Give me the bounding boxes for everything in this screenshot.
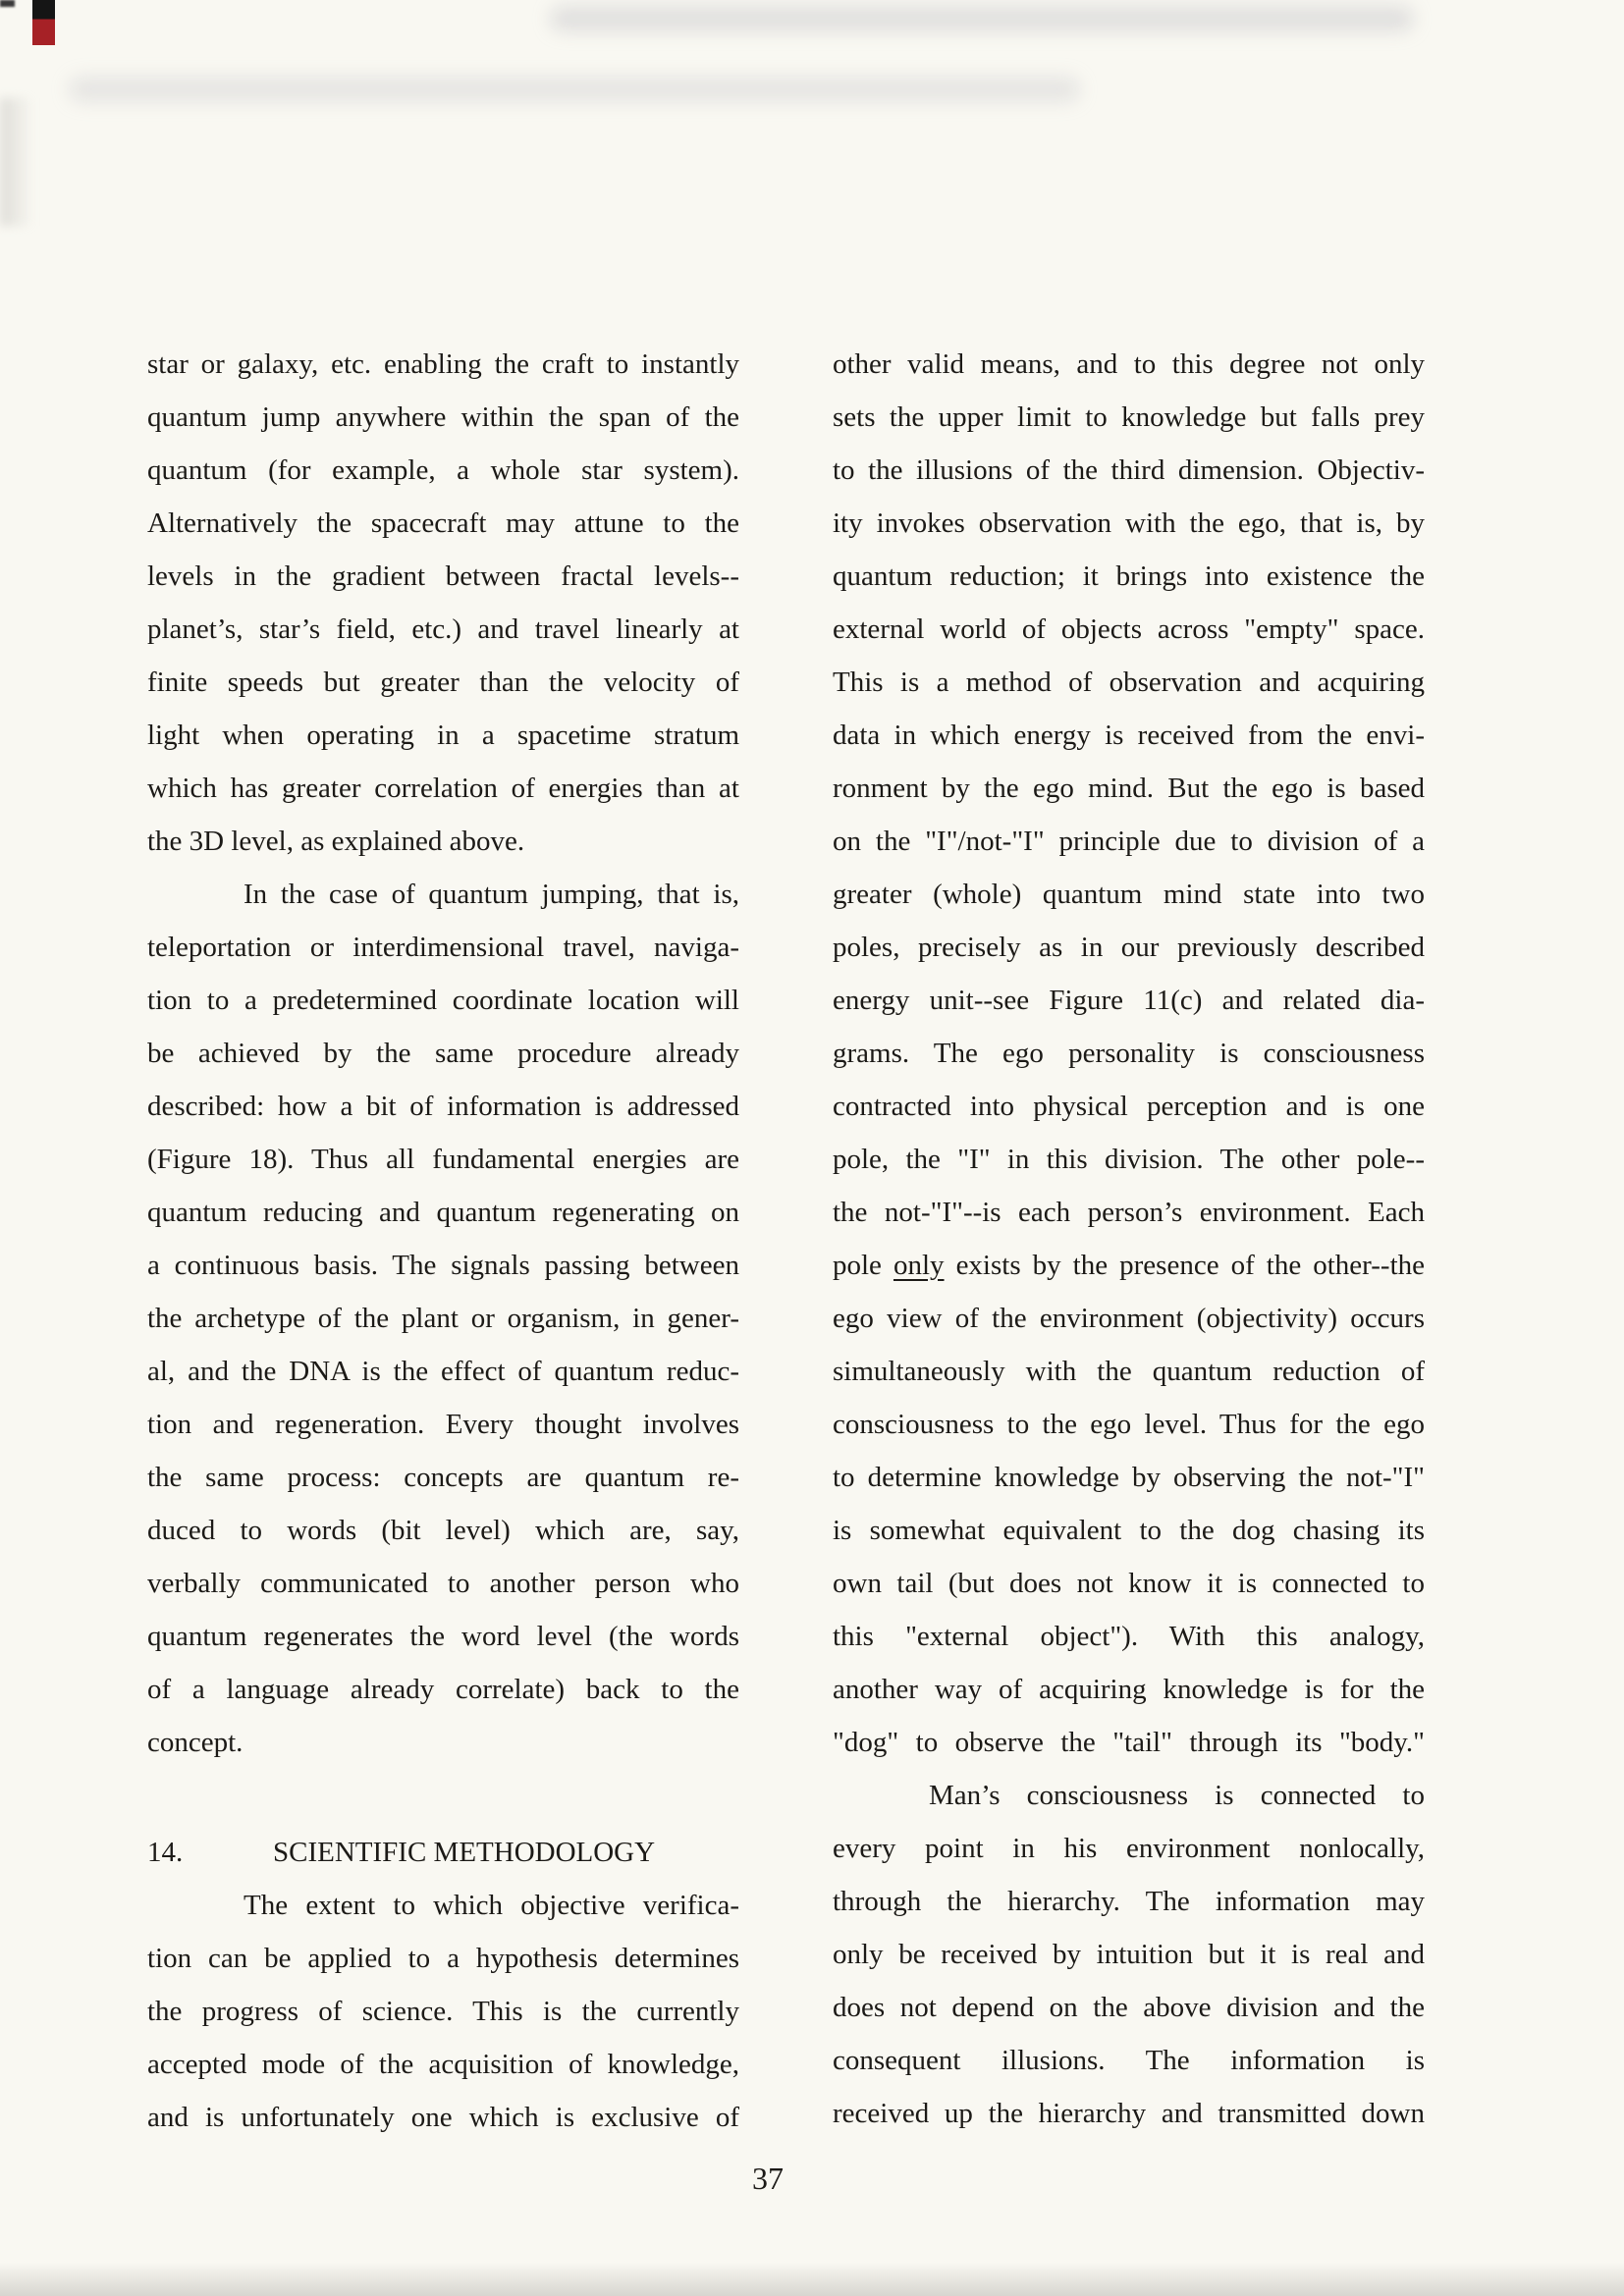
text-line: which has greater correlation of energies than at [147, 773, 739, 804]
text-line: a continuous basis. The signals passing between [147, 1250, 739, 1281]
text-line: consciousness to the ego level. Thus for the ego [833, 1409, 1425, 1440]
text-line: The extent to which objective verifica- [244, 1890, 739, 1921]
text-line: to determine knowledge by observing the not-"I" [833, 1462, 1425, 1493]
text-line: (Figure 18). Thus all fundamental energies are [147, 1144, 739, 1175]
right-column [833, 338, 1425, 2140]
text-line: the archetype of the plant or organism, in gener- [147, 1303, 739, 1334]
text-line: In the case of quantum jumping, that is, [244, 879, 739, 910]
page-number: 37 [752, 2161, 784, 2196]
left-edge-shade [0, 98, 33, 226]
underline-after: exists by the presence of the other--the [944, 1250, 1425, 1281]
text-line: other valid means, and to this degree not only [833, 348, 1425, 380]
underlined-word: only [893, 1250, 945, 1281]
text-line: star or galaxy, etc. enabling the craft to instantly [147, 348, 739, 380]
text-line: al, and the DNA is the effect of quantum reduc- [147, 1356, 739, 1387]
text-line: concept. [147, 1727, 244, 1758]
text-line: quantum reducing and quantum regenerating on [147, 1197, 739, 1228]
section-title: SCIENTIFIC METHODOLOGY [273, 1837, 656, 1868]
text-line: light when operating in a spacetime stratum [147, 720, 739, 751]
scan-smudge-upper [69, 77, 1080, 102]
text-line: only be received by intuition but it is real and [833, 1939, 1425, 1970]
text-line: simultaneously with the quantum reduction of [833, 1356, 1425, 1387]
text-line: own tail (but does not know it is connected to [833, 1568, 1425, 1599]
text-line: sets the upper limit to knowledge but falls prey [833, 401, 1425, 433]
scan-smudge-top [550, 6, 1414, 31]
text-line: greater (whole) quantum mind state into two [833, 879, 1425, 910]
text-line: ego view of the environment (objectivity) occurs [833, 1303, 1425, 1334]
text-line: quantum reduction; it brings into existence the [833, 561, 1425, 592]
text-line: accepted mode of the acquisition of knowledge, [147, 2049, 739, 2080]
text-line: quantum (for example, a whole star system). [147, 454, 739, 486]
text-line: ity invokes observation with the ego, that is, by [833, 507, 1425, 539]
text-line: Alternatively the spacecraft may attune to the [147, 507, 739, 539]
text-line: This is a method of observation and acquiring [833, 667, 1425, 698]
bottom-edge-shade [0, 2263, 1624, 2296]
text-line: teleportation or interdimensional travel, naviga- [147, 932, 739, 963]
text-line: "dog" to observe the "tail" through its "body." [833, 1727, 1425, 1758]
text-line: energy unit--see Figure 11(c) and related dia- [833, 985, 1425, 1016]
text-line: finite speeds but greater than the velocity of [147, 667, 739, 698]
text-line: pole, the "I" in this division. The other pole-- [833, 1144, 1425, 1175]
text-line: quantum regenerates the word level (the words [147, 1621, 739, 1652]
text-line: the not-"I"--is each person’s environment. Each [833, 1197, 1425, 1228]
text-line: this "external object"). With this analogy, [833, 1621, 1425, 1652]
text-line: external world of objects across "empty" space. [833, 614, 1425, 645]
text-line: quantum jump anywhere within the span of the [147, 401, 739, 433]
text-line: through the hierarchy. The information may [833, 1886, 1425, 1917]
text-line: and is unfortunately one which is exclusive of [147, 2102, 739, 2133]
underline-before: pole [833, 1250, 893, 1281]
text-line: Man’s consciousness is connected to [929, 1780, 1425, 1811]
text-line: consequent illusions. The information is [833, 2045, 1425, 2076]
text-line: contracted into physical perception and is one [833, 1091, 1425, 1122]
text-line: tion to a predetermined coordinate location will [147, 985, 739, 1016]
text-line: on the "I"/not-"I" principle due to division of a [833, 826, 1425, 857]
text-line: another way of acquiring knowledge is for the [833, 1674, 1425, 1705]
text-line: levels in the gradient between fractal levels-- [147, 561, 739, 592]
section-heading [147, 1826, 739, 1879]
text-line: be achieved by the same procedure already [147, 1038, 739, 1069]
text-line: the progress of science. This is the currently [147, 1996, 739, 2027]
text-line: received up the hierarchy and transmitted down [833, 2098, 1425, 2129]
left-column [147, 338, 739, 2144]
text-line: planet’s, star’s field, etc.) and travel linearly at [147, 614, 739, 645]
text-line: of a language already correlate) back to the [147, 1674, 739, 1705]
text-line: data in which energy is received from the envi- [833, 720, 1425, 751]
text-line: is somewhat equivalent to the dog chasing its [833, 1515, 1425, 1546]
text-line: every point in his environment nonlocally, [833, 1833, 1425, 1864]
section-number: 14. [147, 1837, 184, 1868]
text-line: described: how a bit of information is addressed [147, 1091, 739, 1122]
text-line: does not depend on the above division and the [833, 1992, 1425, 2023]
text-line: to the illusions of the third dimension. Objectiv- [833, 454, 1425, 486]
text-line: tion can be applied to a hypothesis determines [147, 1943, 739, 1974]
text-line [833, 1239, 1425, 1292]
text-line: tion and regeneration. Every thought involves [147, 1409, 739, 1440]
text-line: grams. The ego personality is consciousness [833, 1038, 1425, 1069]
scan-edge-sliver [0, 0, 15, 7]
corner-mark [32, 0, 55, 45]
text-line: the 3D level, as explained above. [147, 826, 525, 857]
text-line: the same process: concepts are quantum re- [147, 1462, 739, 1493]
text-line: duced to words (bit level) which are, say, [147, 1515, 739, 1546]
text-line: poles, precisely as in our previously described [833, 932, 1425, 963]
text-line: ronment by the ego mind. But the ego is based [833, 773, 1425, 804]
text-line: verbally communicated to another person who [147, 1568, 739, 1599]
